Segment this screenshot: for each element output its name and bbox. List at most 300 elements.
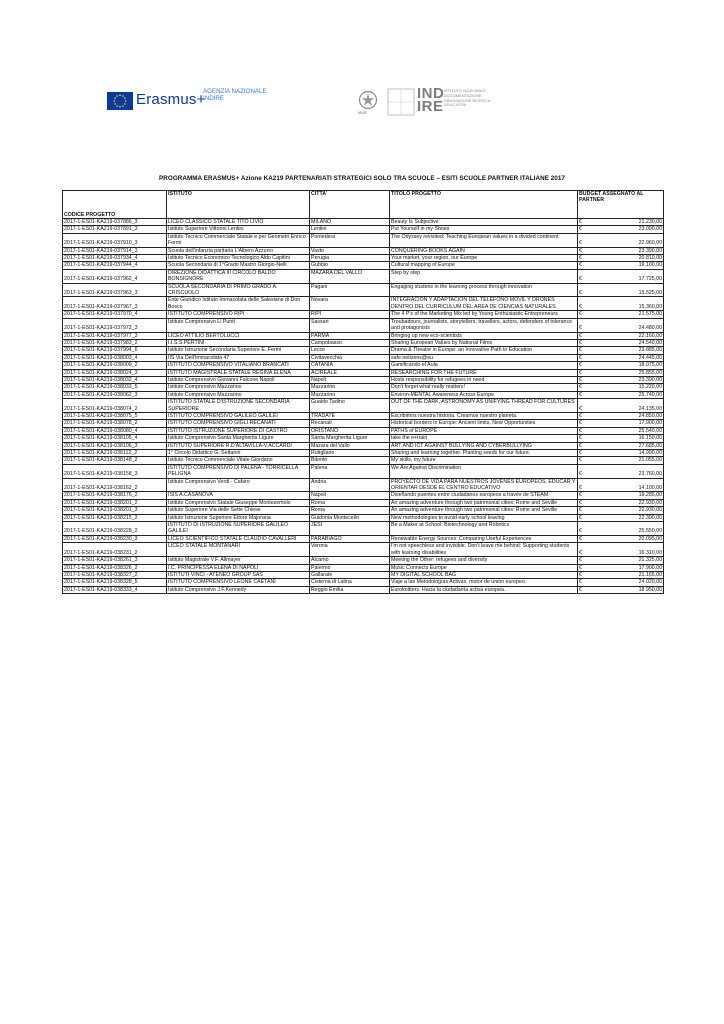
indire-caption: ISTITUTO NAZIONALE DOCUMENTAZIONE INNOVAZIONE RICERCA EDUCATIVA xyxy=(444,88,491,108)
currency-cell: € xyxy=(578,464,592,478)
institute-cell: Istituto Tecnico Commerciale Vitale Giordano xyxy=(167,457,310,464)
city-cell: Lentini xyxy=(310,226,390,233)
table-row xyxy=(63,262,664,269)
project-title-cell: The 4 P's of the Marketing Mix led by Young Enthusiastic Entrepreneurs xyxy=(390,311,578,318)
table-row xyxy=(63,255,664,262)
project-code-cell: 2017-1-ES01-KA219-037994_6 xyxy=(63,347,167,354)
project-code-cell: 2017-1-ES01-KA219-037970_4 xyxy=(63,311,167,318)
budget-cell: 15.360,00 xyxy=(592,297,664,311)
institute-cell: ISTITUTO COMPRENSIVO VITALIANO BRANCATI xyxy=(167,362,310,369)
project-title-cell: Gamificando el Aula xyxy=(390,362,578,369)
currency-cell: € xyxy=(578,543,592,557)
table-row xyxy=(63,507,664,514)
institute-cell: Istituto Comprensivo Statale Giuseppe Montezemolo xyxy=(167,499,310,506)
budget-cell: 25.550,00 xyxy=(592,522,664,536)
budget-cell: 20.810,00 xyxy=(592,255,664,262)
city-cell: PARABIAGO xyxy=(310,535,390,542)
budget-cell: 17.725,00 xyxy=(592,269,664,283)
project-code-cell: 2017-1-ES01-KA219-038080_4 xyxy=(63,427,167,434)
table-row xyxy=(63,427,664,434)
currency-cell: € xyxy=(578,219,592,226)
institute-cell: ISTITUTO COMPRENSIVO RIPI xyxy=(167,311,310,318)
currency-cell: € xyxy=(578,579,592,586)
currency-cell: € xyxy=(578,347,592,354)
budget-cell: 25.540,00 xyxy=(592,427,664,434)
project-code-cell: 2017-1-ES01-KA219-038201_2 xyxy=(63,499,167,506)
project-title-cell: Engaging studens in the learning process through innovation xyxy=(390,283,578,297)
currency-cell: € xyxy=(578,557,592,564)
institute-cell: LICEO SCIENTIFICO STATALE CLAUDIO CAVALLERI xyxy=(167,535,310,542)
city-cell: MAZARA DEL VALLO xyxy=(310,269,390,283)
city-cell: Andria xyxy=(310,478,390,492)
budget-cell: 24.850,00 xyxy=(592,412,664,419)
currency-cell: € xyxy=(578,420,592,427)
institute-cell: ISTITUTO COMPRENSIVO LEONE CAETANI xyxy=(167,579,310,586)
header-title: TITOLO PROGETTO xyxy=(390,191,578,219)
institute-cell: ISTITUTO STATALE D'ISTRUZIONE SECONDARIA SUPERIORE xyxy=(167,399,310,413)
budget-cell: 17.900,00 xyxy=(592,420,664,427)
budget-cell: 18.950,00 xyxy=(592,586,664,593)
institute-cell: Istituto Tecnico Commerciale Statale e per Geometri Enrico Fermi xyxy=(167,233,310,247)
project-code-cell: 2017-1-ES01-KA219-038261_3 xyxy=(63,557,167,564)
emblem-caption: MIUR xyxy=(358,111,367,115)
indire-mark-icon xyxy=(387,87,415,117)
budget-cell: 22.930,00 xyxy=(592,507,664,514)
budget-cell: 14.100,00 xyxy=(592,478,664,492)
table-row xyxy=(63,464,664,478)
project-code-cell: 2017-1-ES01-KA219-038327_2 xyxy=(63,571,167,578)
institute-cell: IIS Via Dell'Immacolata 47 xyxy=(167,354,310,361)
budget-cell: 21.055,00 xyxy=(592,457,664,464)
institute-cell: ISTITUTI VINCI - ATENEO GROUP SAS xyxy=(167,571,310,578)
results-table xyxy=(62,190,664,594)
table-row xyxy=(63,442,664,449)
city-cell: Recanati xyxy=(310,420,390,427)
budget-cell: 16.310,00 xyxy=(592,543,664,557)
table-row xyxy=(63,579,664,586)
city-cell: Gallarate xyxy=(310,571,390,578)
project-title-cell: Meeting the Other: refugees and diversity xyxy=(390,557,578,564)
budget-cell: 24.445,00 xyxy=(592,354,664,361)
table-header-row xyxy=(63,191,664,219)
institute-cell: LICEO STATALE MONTANARI xyxy=(167,543,310,557)
budget-cell: 19.100,00 xyxy=(592,262,664,269)
currency-cell: € xyxy=(578,384,592,391)
city-cell: Rutigliano xyxy=(310,450,390,457)
table-row xyxy=(63,369,664,376)
city-cell: Civitavecchia xyxy=(310,354,390,361)
currency-cell: € xyxy=(578,492,592,499)
header-city: CITTA' xyxy=(310,191,390,219)
budget-cell: 22.390,00 xyxy=(592,514,664,521)
currency-cell: € xyxy=(578,412,592,419)
project-title-cell: OUT OF THE DARK, ASTRONOMY AS UNIFYING THREAD FOR CULTURES xyxy=(390,399,578,413)
table-row xyxy=(63,347,664,354)
city-cell: Novara xyxy=(310,297,390,311)
city-cell: Palena xyxy=(310,464,390,478)
project-code-cell: 2017-1-ES01-KA219-038176_2 xyxy=(63,492,167,499)
city-cell: TRADATE xyxy=(310,412,390,419)
institute-cell: I.C. PRINCIPESSA ELENA DI NAPOLI xyxy=(167,564,310,571)
institute-cell: LICEO ATTILIO BERTOLUCCI xyxy=(167,332,310,339)
budget-cell: 18.075,00 xyxy=(592,362,664,369)
currency-cell: € xyxy=(578,247,592,254)
table-row xyxy=(63,233,664,247)
project-title-cell: Diseñando puentes entre ciudadanos europeos a través de STEAM xyxy=(390,492,578,499)
project-title-cell: An amazing adventure through two patrimonial cities: Rome and Seville xyxy=(390,507,578,514)
table-row xyxy=(63,571,664,578)
institute-cell: LICEO CLASSICO STATALE TITO LIVIO xyxy=(167,219,310,226)
institute-cell: DIREZIONE DIDATTICA III CIRCOLO BALDO BONSIGNORE xyxy=(167,269,310,283)
project-code-cell: 2017-1-ES01-KA219-038215_2 xyxy=(63,514,167,521)
table-row xyxy=(63,311,664,318)
table-row xyxy=(63,269,664,283)
table-row xyxy=(63,399,664,413)
project-code-cell: 2017-1-ES01-KA219-038112_2 xyxy=(63,450,167,457)
currency-cell: € xyxy=(578,233,592,247)
budget-cell: 19.285,00 xyxy=(592,492,664,499)
budget-cell: 23.390,00 xyxy=(592,247,664,254)
table-row xyxy=(63,499,664,506)
city-cell: Gubbio xyxy=(310,262,390,269)
institute-cell: ISTITUTO SUPERIORE R.D'ALTAVILLA-V.ACCARDI xyxy=(167,442,310,449)
institute-cell: Scuola dell'infanzia paritaria L'Albero Azzurro xyxy=(167,247,310,254)
table-row xyxy=(63,247,664,254)
budget-cell: 23.885,00 xyxy=(592,347,664,354)
project-code-cell: 2017-1-ES01-KA219-037977_3 xyxy=(63,332,167,339)
institute-cell: ISTITUTO COMPRENSIVO GALILEO GALILEI xyxy=(167,412,310,419)
currency-cell: € xyxy=(578,522,592,536)
project-code-cell: 2017-1-ES01-KA219-038105_4 xyxy=(63,435,167,442)
city-cell: MILANO xyxy=(310,219,390,226)
table-row xyxy=(63,457,664,464)
header-budget: BUDGET ASSEGNATO AL PARTNER xyxy=(578,191,664,219)
budget-cell: 23.390,00 xyxy=(592,376,664,383)
project-code-cell: 2017-1-ES01-KA219-038230_3 xyxy=(63,535,167,542)
city-cell: Guidonia Montecelio xyxy=(310,514,390,521)
project-title-cell: Environ-MENTAL Awareness Across Europe xyxy=(390,391,578,398)
erasmus-logo-text: Erasmus+ xyxy=(136,91,206,108)
currency-cell: € xyxy=(578,586,592,593)
budget-cell: 21.230,00 xyxy=(592,219,664,226)
currency-cell: € xyxy=(578,311,592,318)
currency-cell: € xyxy=(578,369,592,376)
city-cell: Cisterna di Latina xyxy=(310,579,390,586)
project-title-cell: safe.netizens@eu xyxy=(390,354,578,361)
currency-cell: € xyxy=(578,427,592,434)
project-code-cell: 2017-1-ES01-KA219-037983_2 xyxy=(63,339,167,346)
currency-cell: € xyxy=(578,226,592,233)
table-row xyxy=(63,543,664,557)
project-code-cell: 2017-1-ES01-KA219-038033_5 xyxy=(63,384,167,391)
header-institute: ISTITUTO xyxy=(167,191,310,219)
institute-cell: ISTITUTO COMPRENSIVO DI PALENA - TORRICELLA PELIGNA xyxy=(167,464,310,478)
project-code-cell: 2017-1-ES01-KA219-038201_3 xyxy=(63,507,167,514)
project-code-cell: 2017-1-ES01-KA219-038162_2 xyxy=(63,478,167,492)
project-code-cell: 2017-1-ES01-KA219-037963_3 xyxy=(63,283,167,297)
institute-cell: Istituto Comprensivo Li Punti xyxy=(167,318,310,332)
institute-cell: 1° Circolo Didattico G. Settanni xyxy=(167,450,310,457)
project-title-cell: Put Yourself in my Shoes xyxy=(390,226,578,233)
logo-bar xyxy=(0,82,724,122)
currency-cell: € xyxy=(578,376,592,383)
currency-cell: € xyxy=(578,283,592,297)
table-row xyxy=(63,412,664,419)
institute-cell: Istituto Comprensivo Mazzarino xyxy=(167,384,310,391)
city-cell: Vasto xyxy=(310,247,390,254)
project-code-cell: 2017-1-ES01-KA219-038075_5 xyxy=(63,412,167,419)
currency-cell: € xyxy=(578,362,592,369)
currency-cell: € xyxy=(578,399,592,413)
budget-cell: 14.990,00 xyxy=(592,450,664,457)
table-body xyxy=(63,219,664,594)
city-cell: Perugia xyxy=(310,255,390,262)
city-cell: Alcamo xyxy=(310,557,390,564)
institute-cell: Istituto Magistrale V.F. Allmayer xyxy=(167,557,310,564)
project-title-cell: Historical borders in Europe: Ancient limits, New Opportunities xyxy=(390,420,578,427)
project-code-cell: 2017-1-ES01-KA219-037914_3 xyxy=(63,247,167,254)
city-cell: Bitonto xyxy=(310,457,390,464)
institute-cell: Istituto Comprensivo J.F.Kennedy xyxy=(167,586,310,593)
table-row xyxy=(63,219,664,226)
project-title-cell: RESEARCHING FOR THE FUTURE xyxy=(390,369,578,376)
institute-cell: Scuola Secondaria di 1°Grado Mastro Giorgio-Nelli xyxy=(167,262,310,269)
currency-cell: € xyxy=(578,262,592,269)
project-title-cell: I'm not speechless and invisible, Don't leave me behind: Supporting students with learning disabilities xyxy=(390,543,578,557)
project-code-cell: 2017-1-ES01-KA219-038328_5 xyxy=(63,579,167,586)
project-title-cell: Cultural mapping of Europe xyxy=(390,262,578,269)
budget-cell: 25.855,00 xyxy=(592,369,664,376)
city-cell: Lecce xyxy=(310,347,390,354)
republic-emblem-icon xyxy=(358,90,378,110)
budget-cell: 24.540,00 xyxy=(592,339,664,346)
project-title-cell: take the e+train xyxy=(390,435,578,442)
project-title-cell: CONQUERING BOOKS AGAIN xyxy=(390,247,578,254)
project-title-cell: Euroknitters. Hacia la ciudadanía activa europea. xyxy=(390,586,578,593)
project-code-cell: 2017-1-ES01-KA219-038032_4 xyxy=(63,376,167,383)
project-title-cell: New methodologies to avoid early school leaving xyxy=(390,514,578,521)
currency-cell: € xyxy=(578,514,592,521)
currency-cell: € xyxy=(578,450,592,457)
table-row xyxy=(63,297,664,311)
table-row xyxy=(63,514,664,521)
table-row xyxy=(63,391,664,398)
institute-cell: Istituto Comprensivo Santa Margherita Ligure xyxy=(167,435,310,442)
budget-cell: 22.930,00 xyxy=(592,499,664,506)
project-title-cell: Troubadours, journalists, storytellers, travellers, actors, defenders of tolerance and protagonists xyxy=(390,318,578,332)
budget-cell: 24.020,00 xyxy=(592,579,664,586)
table-row xyxy=(63,420,664,427)
city-cell: Mazzarino xyxy=(310,391,390,398)
project-code-cell: 2017-1-ES01-KA219-038074_2 xyxy=(63,399,167,413)
institute-cell: Istituto Tecnico Economico Tecnologico Aldo Capitini xyxy=(167,255,310,262)
eu-flag-icon xyxy=(107,92,133,110)
institute-cell: Istituto Istruzione Superiore Ettore Majorana xyxy=(167,514,310,521)
project-title-cell: Renewable Energy Sources: Comparing Useful Experiences xyxy=(390,535,578,542)
institute-cell: ISTITUTO DI ISTRUZIONE SUPERIORE GALILEO GALILEI xyxy=(167,522,310,536)
project-code-cell: 2017-1-ES01-KA219-037972_3 xyxy=(63,318,167,332)
institute-cell: I.I.S.S.PERTINI xyxy=(167,339,310,346)
project-title-cell: Beauty Is Subjective xyxy=(390,219,578,226)
budget-cell: 20.095,00 xyxy=(592,535,664,542)
institute-cell: SCUOLA SECONDARIA DI PRIMO GRADO A. CRISCUOLO xyxy=(167,283,310,297)
city-cell: Pagani xyxy=(310,283,390,297)
project-code-cell: 2017-1-ES01-KA219-038009_2 xyxy=(63,362,167,369)
city-cell: Napoli xyxy=(310,492,390,499)
table-row xyxy=(63,535,664,542)
budget-cell: 17.900,00 xyxy=(592,564,664,571)
project-code-cell: 2017-1-ES01-KA219-038148_2 xyxy=(63,457,167,464)
currency-cell: € xyxy=(578,354,592,361)
institute-cell: ISTITUTO MAGISTRALE STATALE REGINA ELENA xyxy=(167,369,310,376)
table-row xyxy=(63,339,664,346)
project-code-cell: 2017-1-ES01-KA219-038106_3 xyxy=(63,442,167,449)
institute-cell: Istituto Comprensivo Giovanni Falcone Napoli xyxy=(167,376,310,383)
table-row xyxy=(63,492,664,499)
institute-cell: Istituto Istruzione Secondaria Superiore E. Fermi xyxy=(167,347,310,354)
currency-cell: € xyxy=(578,391,592,398)
project-code-cell: 2017-1-ES01-KA219-038231_2 xyxy=(63,543,167,557)
project-code-cell: 2017-1-ES01-KA219-037934_4 xyxy=(63,255,167,262)
table-row xyxy=(63,586,664,593)
currency-cell: € xyxy=(578,564,592,571)
currency-cell: € xyxy=(578,332,592,339)
budget-cell: 21.165,00 xyxy=(592,571,664,578)
project-title-cell: INTEGRACION Y ADAPTACION DEL TELEFONO MOVIL Y DRONES DENTRO DEL CURRICULUM DEL AREA DE CIENCIAS NATURALES. xyxy=(390,297,578,311)
currency-cell: € xyxy=(578,457,592,464)
project-code-cell: 2017-1-ES01-KA219-038158_3 xyxy=(63,464,167,478)
project-title-cell: ART AND ICT AGAINST BULLYING AND CYBERBULLYING xyxy=(390,442,578,449)
budget-cell: 24.135,00 xyxy=(592,399,664,413)
budget-cell: 15.525,00 xyxy=(592,283,664,297)
table-row xyxy=(63,354,664,361)
institute-cell: ISIS A.CASANOVA xyxy=(167,492,310,499)
institute-cell: ISTITUTO COMPRENSIVO GIGLI RECANATI xyxy=(167,420,310,427)
institute-cell: Istituto Superiore Vittorini Lentini xyxy=(167,226,310,233)
project-title-cell: Drama & Theatre in Europe: an Innovative Path to Education xyxy=(390,347,578,354)
table-row xyxy=(63,557,664,564)
city-cell: Mazzarino xyxy=(310,384,390,391)
city-cell: Reggio Emilia xyxy=(310,586,390,593)
budget-cell: 22.160,00 xyxy=(592,332,664,339)
project-code-cell: 2017-1-ES01-KA219-037886_3 xyxy=(63,219,167,226)
budget-cell: 16.150,00 xyxy=(592,435,664,442)
project-code-cell: 2017-1-ES01-KA219-038326_2 xyxy=(63,564,167,571)
budget-cell: 21.575,00 xyxy=(592,311,664,318)
table-row xyxy=(63,564,664,571)
table-row xyxy=(63,318,664,332)
institute-cell: Istituto Superiore Via delle Sette Chiese xyxy=(167,507,310,514)
city-cell: ACIREALE xyxy=(310,369,390,376)
budget-cell: 21.325,00 xyxy=(592,557,664,564)
city-cell: Gualdo Tadino xyxy=(310,399,390,413)
table-row xyxy=(63,478,664,492)
currency-cell: € xyxy=(578,255,592,262)
table-row xyxy=(63,450,664,457)
budget-cell: 25.740,00 xyxy=(592,391,664,398)
indire-logo-text: IND IRE xyxy=(417,85,445,115)
project-code-cell: 2017-1-ES01-KA219-037962_4 xyxy=(63,269,167,283)
table-row xyxy=(63,226,664,233)
project-title-cell: PROYECTO DE VIDA PARA NUESTROS JÓVENES EUROPEOS. EDUCAR Y ORIENTAR DESDE EL CENTRO EDUCATIVO xyxy=(390,478,578,492)
project-title-cell: The Odyssey revisited: Teaching European values in a divided continent xyxy=(390,233,578,247)
project-title-cell: Sharing and learning together. Planting seeds for our future. xyxy=(390,450,578,457)
project-title-cell: Hosts responsibility for refugees in need xyxy=(390,376,578,383)
document-title: PROGRAMMA ERASMUS+ Azione KA219 PARTENARIATI STRATEGICI SOLO TRA SCUOLE – ESITI SCUOLE PARTNER ITALIANE 2017 xyxy=(159,175,565,182)
project-title-cell: Sharing European Values by National Films xyxy=(390,339,578,346)
city-cell: Campobasso xyxy=(310,339,390,346)
project-title-cell: My skills, my future xyxy=(390,457,578,464)
project-title-cell: PATHS of EUROPE xyxy=(390,427,578,434)
budget-cell: 23.090,00 xyxy=(592,226,664,233)
currency-cell: € xyxy=(578,499,592,506)
project-title-cell: We Are Against Discrimination xyxy=(390,464,578,478)
currency-cell: € xyxy=(578,535,592,542)
table-row xyxy=(63,384,664,391)
project-title-cell: Be a Maker at School: Biotechnology and Robotics xyxy=(390,522,578,536)
currency-cell: € xyxy=(578,318,592,332)
project-title-cell: Music Connects Europe xyxy=(390,564,578,571)
city-cell: Verona xyxy=(310,543,390,557)
budget-cell: 22.960,00 xyxy=(592,233,664,247)
city-cell: PARMA xyxy=(310,332,390,339)
project-code-cell: 2017-1-ES01-KA219-038333_4 xyxy=(63,586,167,593)
table-row xyxy=(63,283,664,297)
currency-cell: € xyxy=(578,269,592,283)
project-code-cell: 2017-1-ES01-KA219-038003_4 xyxy=(63,354,167,361)
city-cell: Napoli xyxy=(310,376,390,383)
currency-cell: € xyxy=(578,339,592,346)
table-row xyxy=(63,522,664,536)
currency-cell: € xyxy=(578,571,592,578)
project-title-cell: Viaje a las Metodologías Activas, motor de unión europeo. xyxy=(390,579,578,586)
table-row xyxy=(63,376,664,383)
project-title-cell: Your market, your region, our Europe xyxy=(390,255,578,262)
city-cell: Roma xyxy=(310,507,390,514)
city-cell: ORISTANO xyxy=(310,427,390,434)
table-row xyxy=(63,362,664,369)
currency-cell: € xyxy=(578,297,592,311)
budget-cell: 27.685,00 xyxy=(592,442,664,449)
currency-cell: € xyxy=(578,478,592,492)
city-cell: Palermo xyxy=(310,564,390,571)
city-cell: CATANIA xyxy=(310,362,390,369)
institute-cell: Istituto Comprensivo Mazzarino xyxy=(167,391,310,398)
city-cell: RIPI xyxy=(310,311,390,318)
project-code-cell: 2017-1-ES01-KA219-038024_3 xyxy=(63,369,167,376)
city-cell: Santa Margherita Ligure xyxy=(310,435,390,442)
header-code: CODICE PROGETTO xyxy=(63,191,167,219)
agency-logo-text: AGENZIA NAZIONALE INDIRE xyxy=(203,88,267,102)
project-title-cell: Bringing up new eco-scientists xyxy=(390,332,578,339)
city-cell: Sassari xyxy=(310,318,390,332)
project-code-cell: 2017-1-ES01-KA219-037891_3 xyxy=(63,226,167,233)
project-code-cell: 2017-1-ES01-KA219-037967_3 xyxy=(63,297,167,311)
currency-cell: € xyxy=(578,442,592,449)
city-cell: Pontedera xyxy=(310,233,390,247)
table-row xyxy=(63,435,664,442)
project-title-cell: Don't forget what really matters! xyxy=(390,384,578,391)
institute-cell: Ente Giuridico Istituto Immacolata delle Salesiane di Don Bosco xyxy=(167,297,310,311)
currency-cell: € xyxy=(578,435,592,442)
currency-cell: € xyxy=(578,507,592,514)
budget-cell: 15.220,00 xyxy=(592,384,664,391)
project-title-cell: An amazing adventure through two patrimonial cities: Rome and Seville xyxy=(390,499,578,506)
project-code-cell: 2017-1-ES01-KA219-037910_3 xyxy=(63,233,167,247)
project-code-cell: 2017-1-ES01-KA219-038062_3 xyxy=(63,391,167,398)
project-code-cell: 2017-1-ES01-KA219-038228_2 xyxy=(63,522,167,536)
institute-cell: ISTITUTO ISTRUZIONE SUPERIORE DI CASTRO xyxy=(167,427,310,434)
